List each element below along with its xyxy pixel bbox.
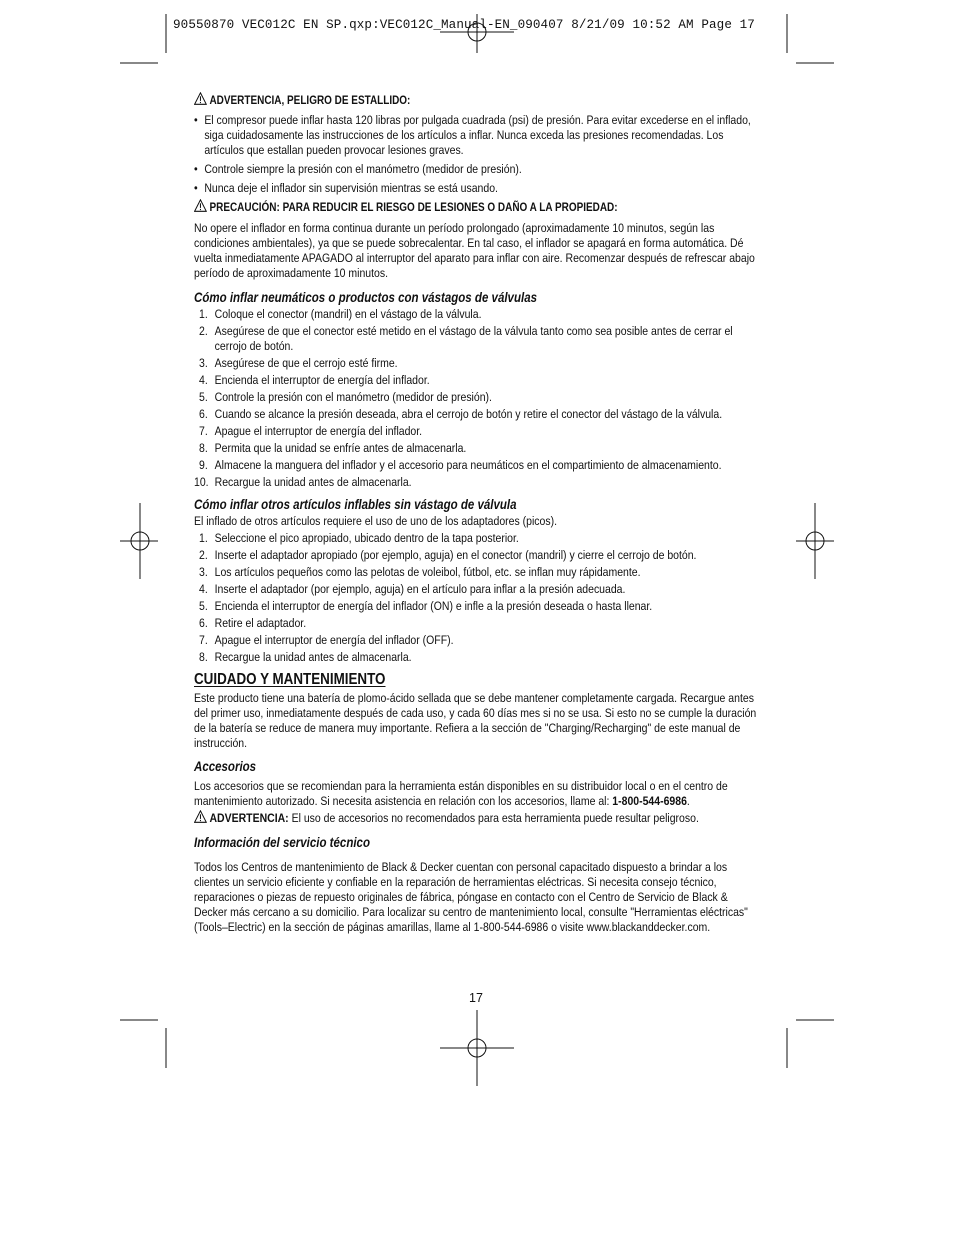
step-number: 2. xyxy=(199,548,208,562)
step-number: 4. xyxy=(199,373,208,387)
step-text: Recargue la unidad antes de almacenarla. xyxy=(214,475,412,489)
step-item xyxy=(194,373,762,388)
caution-heading xyxy=(194,200,762,215)
step-text: Retire el adaptador. xyxy=(214,616,307,630)
step-item xyxy=(194,616,762,631)
step-text: Inserte el adaptador (por ejemplo, aguja) en el artículo para inflar a la presión adecuada. xyxy=(214,582,626,596)
step-item xyxy=(194,548,762,563)
step-number: 3. xyxy=(199,565,208,579)
page-number: 17 xyxy=(469,991,483,1005)
warning-triangle-icon xyxy=(194,92,207,105)
step-text: Almacene la manguera del inflador y el accesorio para neumáticos en el compartimiento de almacenamiento. xyxy=(214,458,722,472)
tires-steps-list xyxy=(194,307,762,490)
bullet-item: • Nunca deje el inflador sin supervisión mientras se está usando. xyxy=(194,181,498,195)
others-subheading: Cómo inflar otros artículos inflables sin vástago de válvula xyxy=(194,497,517,512)
bullet-item: • Controle siempre la presión con el manómetro (medidor de presión). xyxy=(194,162,522,176)
care-paragraph: Este producto tiene una batería de plomo-ácido sellada que se debe mantener completamente cargada. Recargue antes del primer uso, inmediatamente después de cada uso, y cada 60 días mes si no se usa. Si esto no se cumple la duración de la batería se reduce de manera muy importante. Refiera a la sección de "Charging/Recharging" de este manual de instrucción. xyxy=(194,691,757,750)
step-text: Cuando se alcance la presión deseada, abra el cerrojo de botón y retire el conector del vástago de la válvula. xyxy=(214,407,723,421)
step-text: Permita que la unidad se enfríe antes de almacenarla. xyxy=(214,441,467,455)
warning-heading xyxy=(194,93,762,108)
file-slug: 90550870 VEC012C EN SP.qxp:VEC012C_Manual-EN_090407 8/21/09 10:52 AM Page 17 xyxy=(173,18,755,32)
step-text: Recargue la unidad antes de almacenarla. xyxy=(214,650,412,664)
step-number: 4. xyxy=(199,582,208,596)
step-item xyxy=(194,633,762,648)
step-number: 10. xyxy=(194,475,209,489)
step-number: 6. xyxy=(199,407,208,421)
step-number: 5. xyxy=(199,390,208,404)
step-item xyxy=(194,390,762,405)
warning-heading-text: ADVERTENCIA, PELIGRO DE ESTALLIDO: xyxy=(209,94,411,107)
step-text: Asegúrese de que el conector esté metido en el vástago de la válvula tanto como sea posible antes de cerrar el cerrojo de botón. xyxy=(214,324,733,353)
step-text: Los artículos pequeños como las pelotas de voleibol, fútbol, etc. se inflan muy rápidamente. xyxy=(214,565,641,579)
step-number: 9. xyxy=(199,458,208,472)
step-text: Encienda el interruptor de energía del inflador (ON) e infle a la presión deseada o hasta llenar. xyxy=(214,599,653,613)
step-number: 7. xyxy=(199,633,208,647)
step-text: Controle la presión con el manómetro (medidor de presión). xyxy=(214,390,492,404)
accessories-paragraph: Los accesorios que se recomiendan para la herramienta están disponibles en su distribuidor local o en el centro de mantenimiento autorizado. Si necesita asistencia en relación con los accesorios, llame al: 1-800-544-6986. xyxy=(194,779,728,808)
step-item xyxy=(194,565,762,580)
step-item xyxy=(194,424,762,439)
care-section-title: CUIDADO Y MANTENIMIENTO xyxy=(194,671,386,688)
step-number: 3. xyxy=(199,356,208,370)
step-text: Asegúrese de que el cerrojo esté firme. xyxy=(214,356,398,370)
step-number: 6. xyxy=(199,616,208,630)
step-number: 8. xyxy=(199,650,208,664)
step-number: 2. xyxy=(199,324,208,338)
accessories-warning: ADVERTENCIA: El uso de accesorios no recomendados para esta herramienta puede resultar peligroso. xyxy=(194,811,762,826)
service-paragraph: Todos los Centros de mantenimiento de Black & Decker cuentan con personal capacitado dispuesto a brindar a los clientes un servicio eficiente y confiable en la reparación de herramientas eléctricas. Si necesita consejo técnico, reparaciones o piezas de repuesto originales de fábrica, póngase en contacto con el Centro de Servicio de Black & Decker más cercano a su domicilio. Para localizar su centro de mantenimiento local, consulte "Herramientas eléctricas" (Tools–Electric) en la sección de páginas amarillas, llame al 1-800-544-6986 o visite www.blackanddecker.com. xyxy=(194,860,748,934)
step-item xyxy=(194,582,762,597)
step-text: Seleccione el pico apropiado, ubicado dentro de la tapa posterior. xyxy=(214,531,519,545)
caution-heading-text: PRECAUCIÓN: PARA REDUCIR EL RIESGO DE LESIONES O DAÑO A LA PROPIEDAD: xyxy=(209,201,618,214)
step-number: 1. xyxy=(199,307,208,321)
step-text: Encienda el interruptor de energía del inflador. xyxy=(214,373,430,387)
step-text: Inserte el adaptador apropiado (por ejemplo, aguja) en el conector (mandril) y cierre el cerrojo de botón. xyxy=(214,548,697,562)
service-subheading: Información del servicio técnico xyxy=(194,835,370,850)
step-item xyxy=(194,307,762,322)
step-item xyxy=(194,531,762,546)
caution-paragraph: No opere el inflador en forma continua durante un período prolongado (aproximadamente 10 minutos, según las condiciones ambientales), ya que se puede sobrecalentar. En tal caso, el inflador se apagará en forma automática. Dé vuelta inmediatamente APAGADO al interruptor del aparato para inflar con aire. Recomenzar después de refrescar abajo período de aproximadamente 10 minutos. xyxy=(194,221,755,280)
step-number: 8. xyxy=(199,441,208,455)
step-item xyxy=(194,356,762,371)
bullet-item: • El compresor puede inflar hasta 120 libras por pulgada cuadrada (psi) de presión. Para evitar excederse en el inflado, siga cuidadosamente las instrucciones de los artículos a inflar. Nunca exceda las presiones recomendadas. Los artículos que estallan pueden provocar lesiones graves. xyxy=(194,113,751,157)
step-item xyxy=(194,458,762,473)
step-text: Coloque el conector (mandril) en el vástago de la válvula. xyxy=(214,307,482,321)
others-steps-list xyxy=(194,531,762,665)
step-number: 7. xyxy=(199,424,208,438)
tires-subheading: Cómo inflar neumáticos o productos con vástagos de válvulas xyxy=(194,290,538,305)
accessories-warning-label: ADVERTENCIA: xyxy=(209,811,289,825)
step-item xyxy=(194,475,762,490)
step-text: Apague el interruptor de energía del inflador. xyxy=(214,424,423,438)
accessories-subheading: Accesorios xyxy=(194,759,257,774)
step-number: 1. xyxy=(199,531,208,545)
manual-page-content xyxy=(194,93,757,935)
warning-triangle-icon xyxy=(194,810,207,823)
step-number: 5. xyxy=(199,599,208,613)
warning-triangle-icon xyxy=(194,199,207,212)
phone-number: 1-800-544-6986 xyxy=(612,794,687,808)
step-item xyxy=(194,441,762,456)
step-text: Apague el interruptor de energía del inflador (OFF). xyxy=(214,633,454,647)
step-item xyxy=(194,407,762,422)
step-item xyxy=(194,599,762,614)
step-item xyxy=(194,650,762,665)
others-intro: El inflado de otros artículos requiere el uso de uno de los adaptadores (picos). xyxy=(194,514,557,528)
step-item xyxy=(194,324,762,354)
